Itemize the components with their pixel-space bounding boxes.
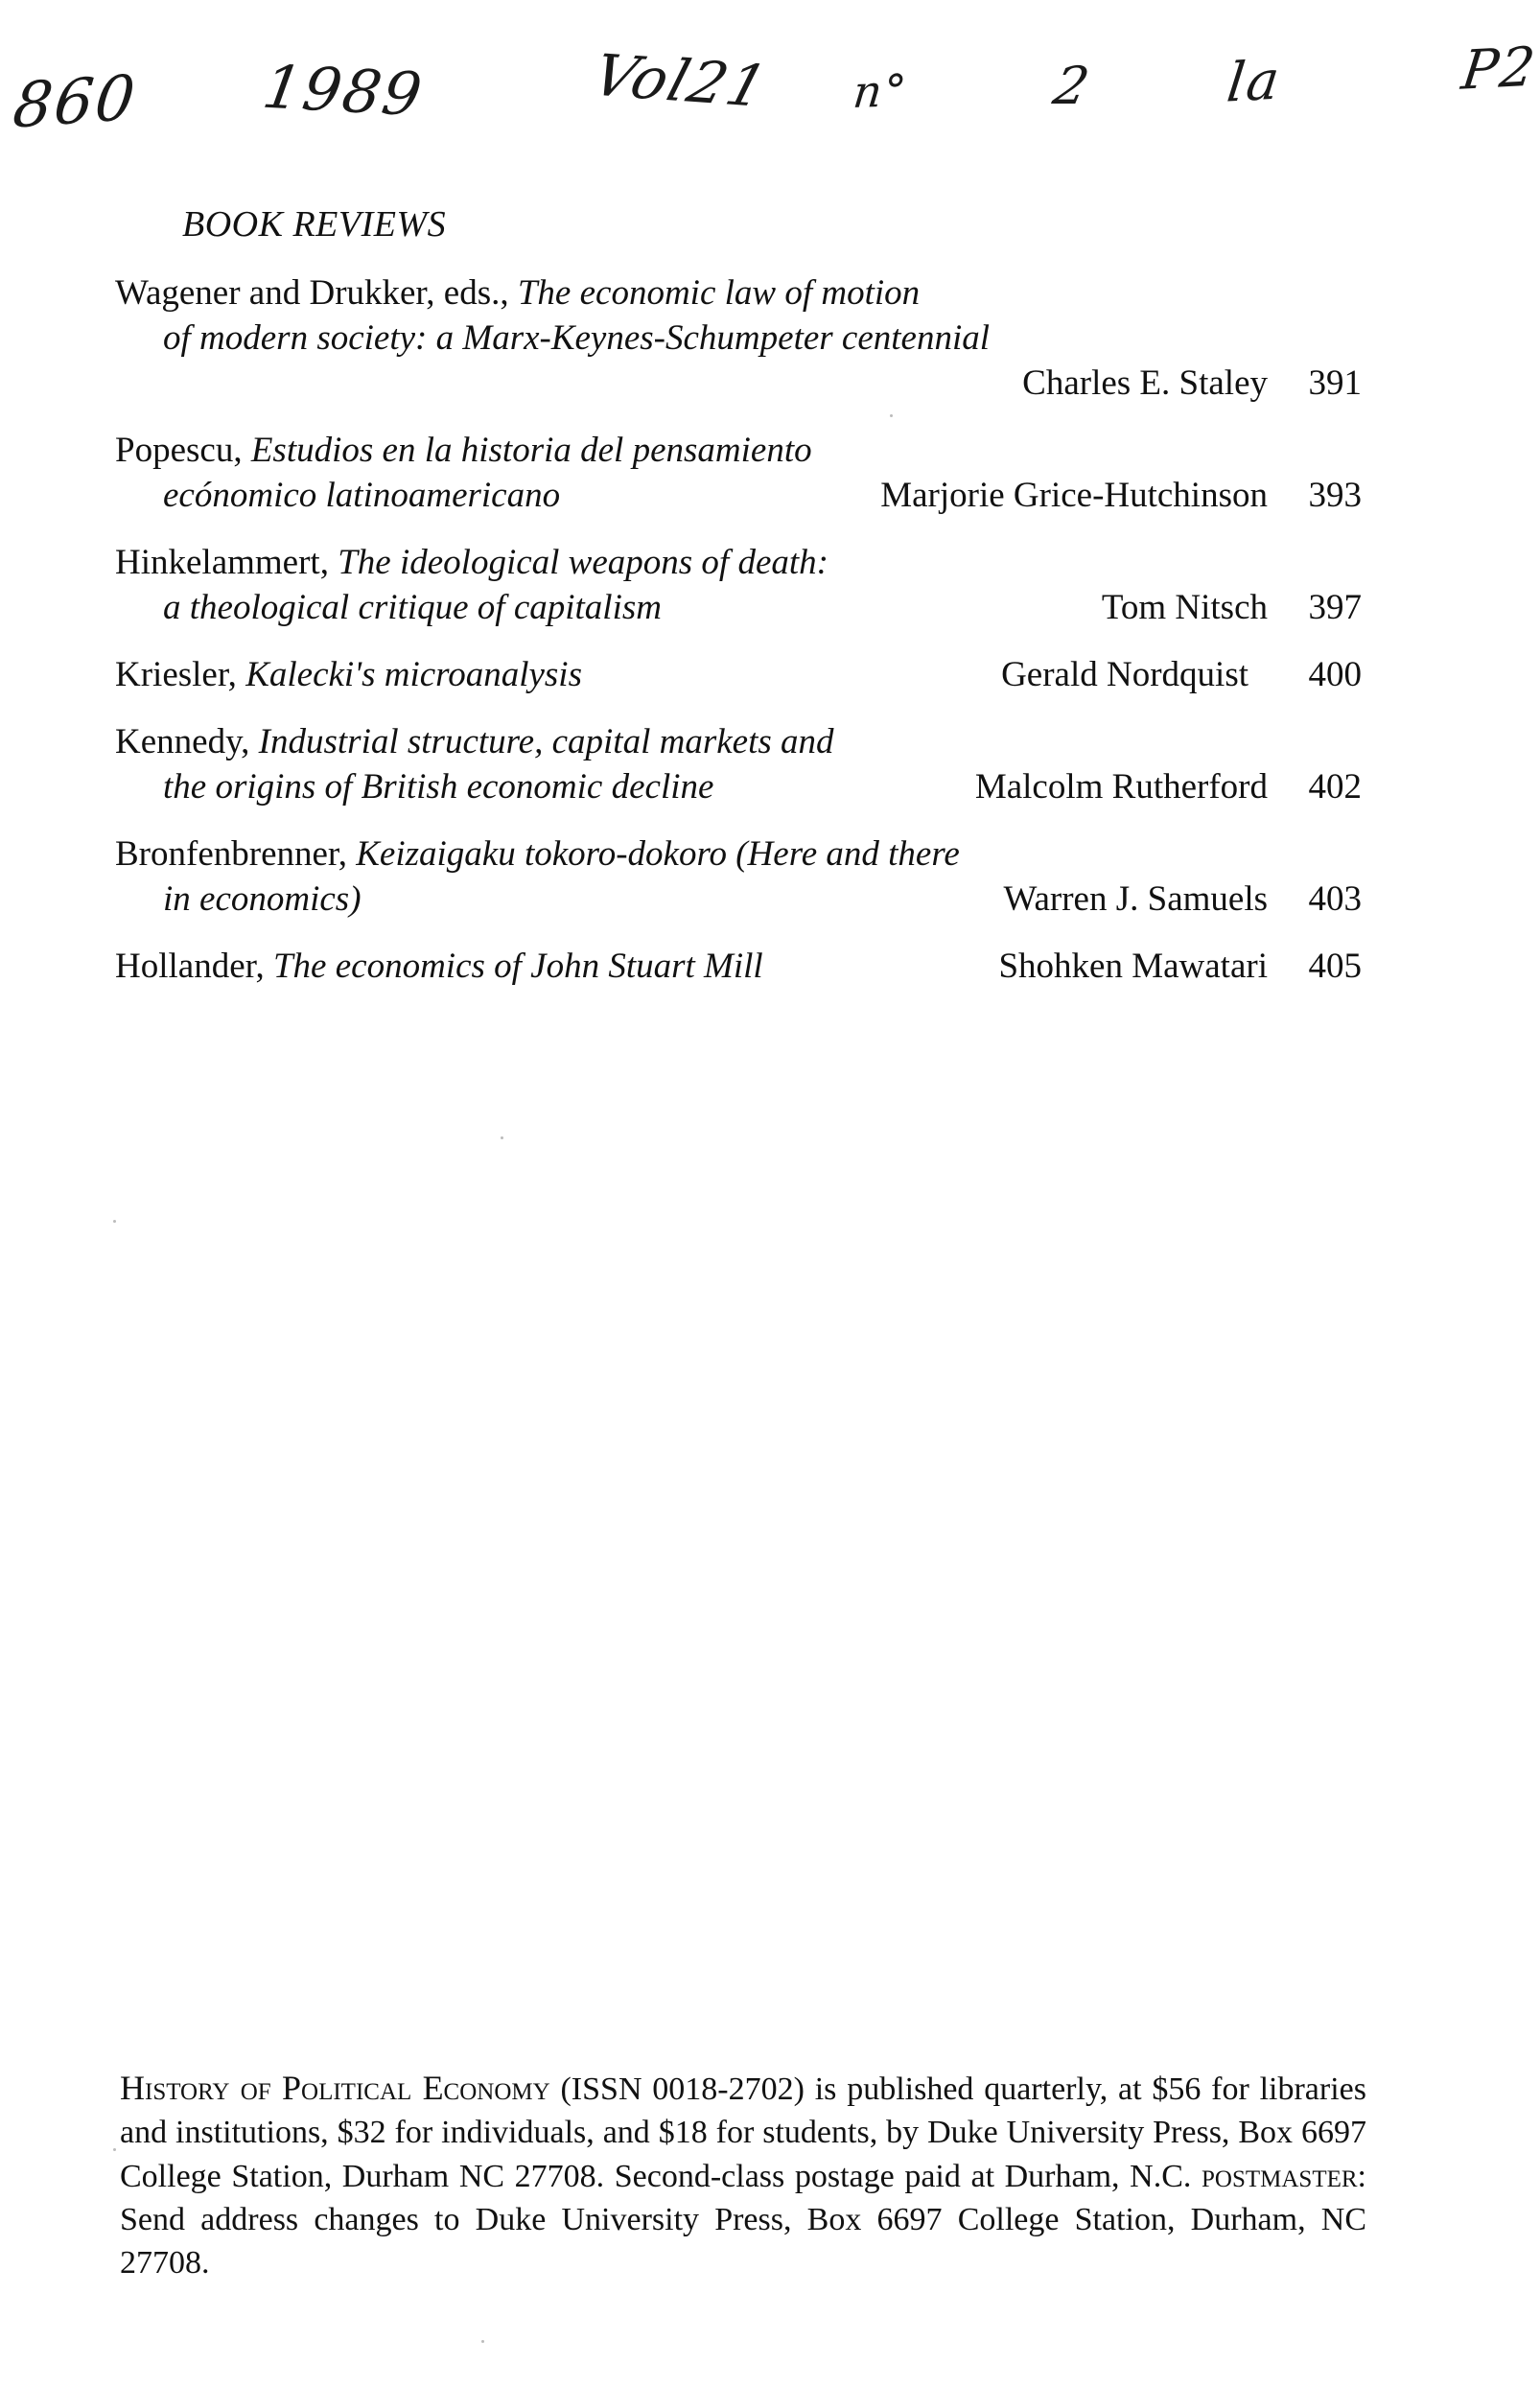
scan-speck bbox=[113, 2148, 116, 2151]
handwritten-note-p2: P2 bbox=[1458, 35, 1540, 103]
entry-first-line bbox=[115, 831, 1362, 877]
publication-notice bbox=[120, 2067, 1366, 2284]
entry-continuation-line bbox=[115, 316, 1362, 361]
entry-reviewer: Gerald Nordquist bbox=[1001, 655, 1248, 694]
entry-continuation-line bbox=[115, 877, 1362, 922]
handwritten-note-volume: Vol21 bbox=[585, 42, 777, 121]
postmaster-text: : Send address changes to Duke University Press, Box 6697 College Station, Durham, NC 27708. bbox=[120, 2159, 1366, 2281]
entry-page: 397 bbox=[1308, 588, 1362, 627]
journal-name: History of Political Economy bbox=[120, 2069, 550, 2107]
scan-speck bbox=[481, 2340, 484, 2343]
entry-first-line bbox=[115, 428, 1362, 473]
entry-author: Hollander, bbox=[115, 947, 265, 986]
entry-reviewer: Marjorie Grice-Hutchinson bbox=[880, 476, 1268, 515]
entry-page: 405 bbox=[1308, 947, 1362, 986]
review-entry bbox=[115, 652, 1362, 697]
entry-reviewer: Tom Nitsch bbox=[1101, 588, 1268, 627]
entry-reviewer: Shohken Mawatari bbox=[998, 947, 1268, 986]
review-entry bbox=[115, 270, 1362, 406]
postmaster-label: postmaster bbox=[1202, 2156, 1358, 2194]
entry-first-line bbox=[115, 719, 1362, 764]
entry-author: Kennedy, bbox=[115, 722, 250, 761]
entry-page: 402 bbox=[1308, 767, 1362, 807]
entry-page: 391 bbox=[1308, 363, 1362, 403]
entry-title: Estudios en la historia del pensamiento bbox=[250, 431, 812, 470]
scan-speck bbox=[501, 1136, 503, 1139]
entry-title: Keizaigaku tokoro-dokoro (Here and there bbox=[356, 834, 960, 874]
entry-title-cont: a theological critique of capitalism bbox=[163, 588, 662, 627]
entry-title-cont: of modern society: a Marx-Keynes-Schumpeter centennial bbox=[163, 318, 991, 358]
handwritten-note-la: la bbox=[1224, 49, 1285, 115]
entry-title: Kalecki's microanalysis bbox=[245, 655, 582, 694]
entry-first-line bbox=[115, 944, 1362, 989]
publication-details: (ISSN 0018-2702) is published quarterly, at $56 for libraries and institutions, $32 for individuals, and $18 for students, by Duke University Press, Box 6697 College Station, Durham NC 27708. Second-class postage paid at Durham, N.C. bbox=[120, 2071, 1366, 2194]
entry-title: The economic law of motion bbox=[517, 273, 921, 313]
entry-author: Hinkelammert, bbox=[115, 543, 329, 582]
handwritten-note-860: 860 bbox=[10, 62, 140, 143]
entry-page: 393 bbox=[1308, 476, 1362, 515]
entry-continuation-line bbox=[115, 764, 1362, 809]
entry-first-line bbox=[115, 540, 1362, 585]
entry-first-line bbox=[115, 270, 1362, 316]
entry-title: Industrial structure, capital markets and bbox=[258, 722, 834, 761]
handwritten-note-year: 1989 bbox=[258, 51, 429, 130]
entry-author: Popescu, bbox=[115, 431, 243, 470]
entry-author: Bronfenbrenner, bbox=[115, 834, 347, 874]
book-review-list bbox=[115, 270, 1362, 1011]
entry-title: The ideological weapons of death: bbox=[338, 543, 828, 582]
section-title: BOOK REVIEWS bbox=[182, 204, 447, 245]
entry-author: Kriesler, bbox=[115, 655, 237, 694]
review-entry bbox=[115, 831, 1362, 922]
entry-title: The economics of John Stuart Mill bbox=[272, 947, 763, 986]
entry-page: 400 bbox=[1308, 655, 1362, 694]
entry-title-cont: the origins of British economic decline bbox=[163, 767, 714, 807]
entry-reviewer: Warren J. Samuels bbox=[1003, 879, 1268, 919]
entry-reviewer-line bbox=[115, 361, 1362, 406]
entry-title-cont: in economics) bbox=[163, 879, 362, 919]
review-entry bbox=[115, 719, 1362, 809]
review-entry bbox=[115, 540, 1362, 630]
entry-author: Wagener and Drukker, eds., bbox=[115, 273, 509, 313]
handwritten-note-part bbox=[1224, 35, 1540, 114]
handwritten-note-number: 2 bbox=[1048, 56, 1097, 116]
handwritten-note-number-label: n° bbox=[851, 63, 911, 119]
entry-first-line bbox=[115, 652, 1362, 697]
entry-reviewer: Malcolm Rutherford bbox=[974, 767, 1268, 807]
scan-speck bbox=[113, 1220, 116, 1223]
review-entry bbox=[115, 428, 1362, 518]
entry-reviewer: Charles E. Staley bbox=[1022, 363, 1268, 403]
review-entry bbox=[115, 944, 1362, 989]
entry-continuation-line bbox=[115, 585, 1362, 630]
entry-title-cont: ecónomico latinoamericano bbox=[163, 476, 561, 515]
scan-speck bbox=[890, 414, 893, 417]
entry-continuation-line bbox=[115, 473, 1362, 518]
entry-page: 403 bbox=[1308, 879, 1362, 919]
